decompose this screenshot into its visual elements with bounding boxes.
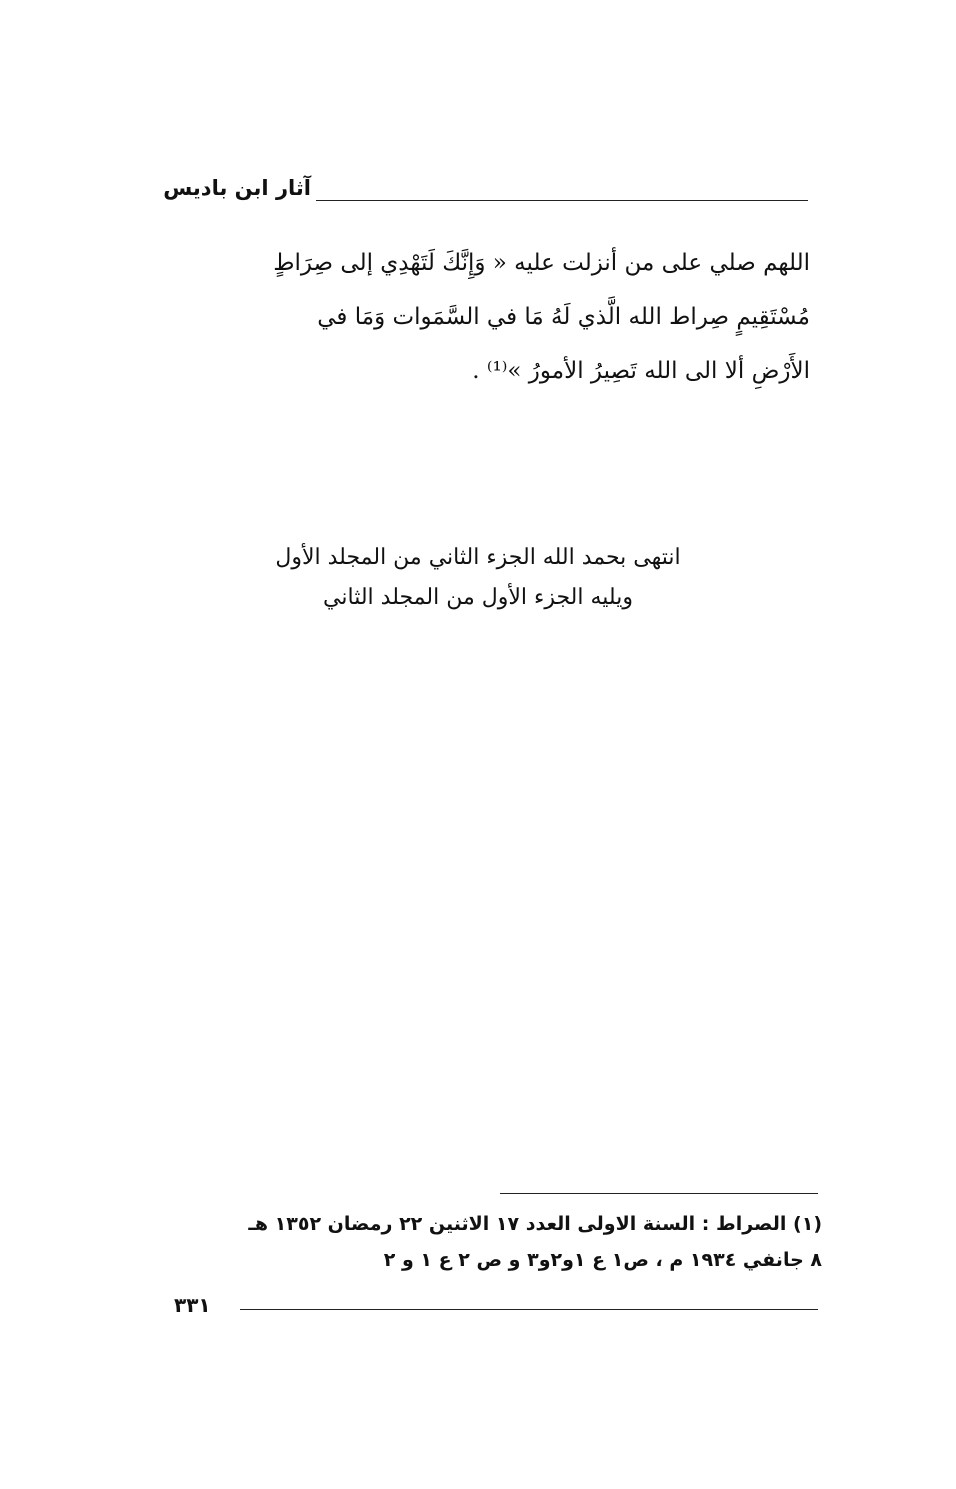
footnote-rule (500, 1193, 818, 1194)
quotation-paragraph (170, 236, 810, 398)
footnote-line: (١) الصراط : السنة الاولى العدد ١٧ الاثنين ٢٢ رمضان ١٣٥٢ هـ (248, 1213, 822, 1235)
running-header-title: آثار ابن باديس (163, 176, 311, 200)
footnote (140, 1206, 822, 1278)
header-rule (316, 200, 808, 201)
quotation-line: الأَرْضِ ألا الى الله تَصِيرُ الأمورُ »⁽¹⁾ . (472, 358, 810, 384)
quotation-line: اللهم صلي على من أنزلت عليه « وَإِنَّكَ لَتَهْدِي إلى صِرَاطٍ (273, 250, 810, 276)
footnote-line: ٨ جانفي ١٩٣٤ م ، ص١ ع ١و٢و٣ و ص ٢ ع ١ و ٢ (383, 1249, 822, 1271)
notice-line: ويليه الجزء الأول من المجلد الثاني (323, 585, 633, 610)
footer-rule (240, 1309, 818, 1310)
page-number: ٣٣١ (174, 1293, 211, 1317)
notice-line: انتهى بحمد الله الجزء الثاني من المجلد الأول (275, 545, 681, 570)
end-of-volume-notice (200, 538, 756, 618)
quotation-line: مُسْتَقِيمٍ صِراط الله الَّذي لَهُ مَا في السَّمَوات وَمَا في (317, 304, 810, 330)
